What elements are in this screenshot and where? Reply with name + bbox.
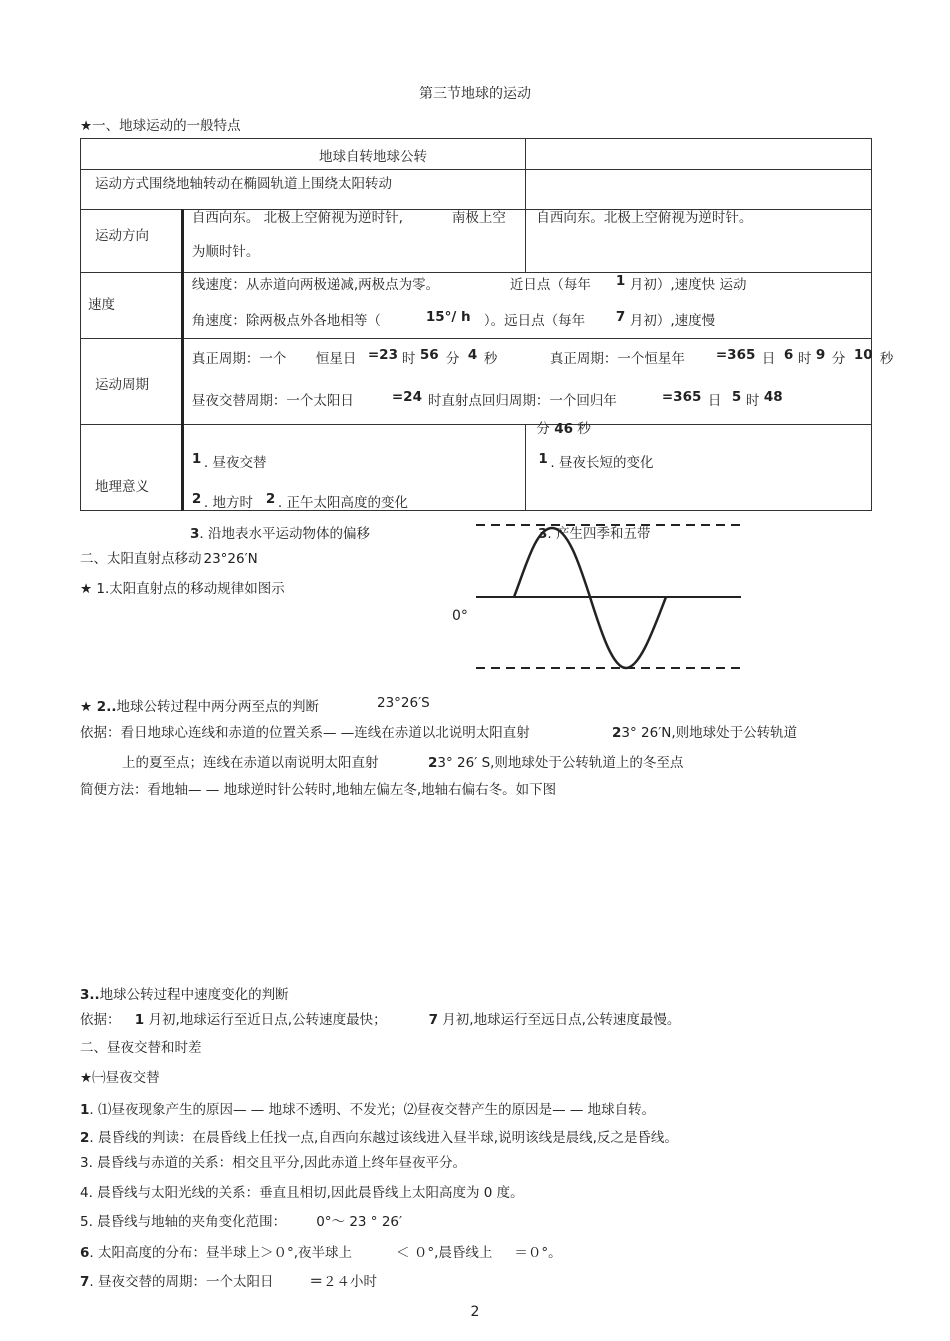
page-title: 第三节地球的运动 — [419, 86, 531, 102]
item-2: ★ 2..地球公转过程中两分两至点的判断 — [80, 699, 319, 715]
section-1-heading: ★一、地球运动的一般特点 — [80, 118, 241, 134]
earth-motion-table — [80, 138, 894, 511]
basis-line-1: 依据：看日地球心连线和赤道的位置关系— —连线在赤道以北说明太阳直射 — [80, 725, 530, 741]
row-direction-label: 运动方向 — [81, 210, 183, 273]
basis-line-2: 上的夏至点；连线在赤道以南说明太阳直射 — [122, 755, 379, 771]
row-period-content: 真正周期：一个 恒星日 =23 时 56 分 4 秒 真正周期：一个恒星年 =365 日 6 时 9 分 10 秒 昼夜交替周期：一个太阳日 =24 时直射点回归周期：一个回归年 =365 日 5 时 48 — [182, 339, 871, 425]
point-2: 2. 晨昏线的判读：在晨昏线上任找一点,自西向东越过该线进入昼半球,说明该线是晨线,反之是昏线。 — [80, 1130, 678, 1146]
basis-line-3: 依据： 1 月初,地球运行至近日点,公转速度最快； 7 月初,地球运行至远日点,公转速度最慢。 — [80, 1012, 681, 1028]
row-direction-revolution: 自西向东。北极上空俯视为逆时针。 — [526, 210, 872, 273]
lat-south-label: 23°26′S — [377, 695, 430, 711]
row-period-label: 运动周期 — [81, 339, 183, 425]
row-speed-label: 速度 — [81, 273, 183, 339]
basis-line-2b: 23° 26′ S,则地球处于公转轨道上的冬至点 — [428, 755, 684, 771]
item-1: ★ 1.太阳直射点的移动规律如图示 — [80, 581, 285, 597]
row-speed-content: 线速度：从赤道向两极递减,两极点为零。 近日点（每年 1 月初）,速度快 运动 角速度：除两极点外各地相等（ 15°/ h ）。远日点（每年 7 月初）,速度慢 — [182, 273, 871, 339]
table-header-cell: 地球自转地球公转 — [81, 139, 526, 170]
subsection-day-night: ★㈠昼夜交替 — [80, 1070, 160, 1086]
meaning-item-3-left: 3. 沿地表水平运动物体的偏移 — [190, 526, 370, 542]
row-meaning-label: 地理意义 — [81, 425, 183, 511]
zero-degree-label: 0° — [452, 608, 468, 624]
page-number: 2 — [470, 1304, 480, 1320]
basis-line-1b: 23° 26′N,则地球处于公转轨道 — [612, 725, 798, 741]
row-meaning-revolution: 分 46 秒 1 . 昼夜长短的变化 — [526, 425, 872, 511]
point-4: 4. 晨昏线与太阳光线的关系：垂直且相切,因此晨昏线上太阳高度为 0 度。 — [80, 1185, 524, 1201]
row-meaning-rotation: 1 . 昼夜交替 2 . 地方时 2 . 正午太阳高度的变化 — [182, 425, 526, 511]
row-direction-rotation: 自西向东。 北极上空俯视为逆时针, 南极上空 为顺时针。 — [182, 210, 526, 273]
subsolar-point-diagram — [476, 516, 746, 676]
item-3: 3..地球公转过程中速度变化的判断 — [80, 987, 289, 1003]
point-1: 1. ⑴昼夜现象产生的原因— — 地球不透明、不发光；⑵昼夜交替产生的原因是— — 地球自转。 — [80, 1102, 656, 1118]
point-3: 3. 晨昏线与赤道的关系：相交且平分,因此赤道上终年昼夜平分。 — [80, 1155, 466, 1171]
point-7: 7. 昼夜交替的周期：一个太阳日 ＝２４小时 — [80, 1274, 377, 1290]
section-3-heading: 二、昼夜交替和时差 — [80, 1040, 202, 1056]
section-2-heading: 二、太阳直射点移动 23°26′N — [80, 551, 258, 567]
meaning-item-3-right: 3. 产生四季和五带 — [538, 526, 651, 542]
point-5: 5. 晨昏线与地轴的夹角变化范围： 0°～ 23 ° 26′ — [80, 1214, 403, 1230]
simple-method: 简便方法：看地轴— — 地球逆时针公转时,地轴左偏左冬,地轴右偏右冬。如下图 — [80, 782, 557, 798]
row-mode: 运动方式围绕地轴转动在椭圆轨道上围绕太阳转动 — [81, 170, 526, 210]
point-6: 6. 太阳高度的分布：昼半球上＞０°,夜半球上 ＜ ０°,晨昏线上 ＝０°。 — [80, 1245, 562, 1261]
